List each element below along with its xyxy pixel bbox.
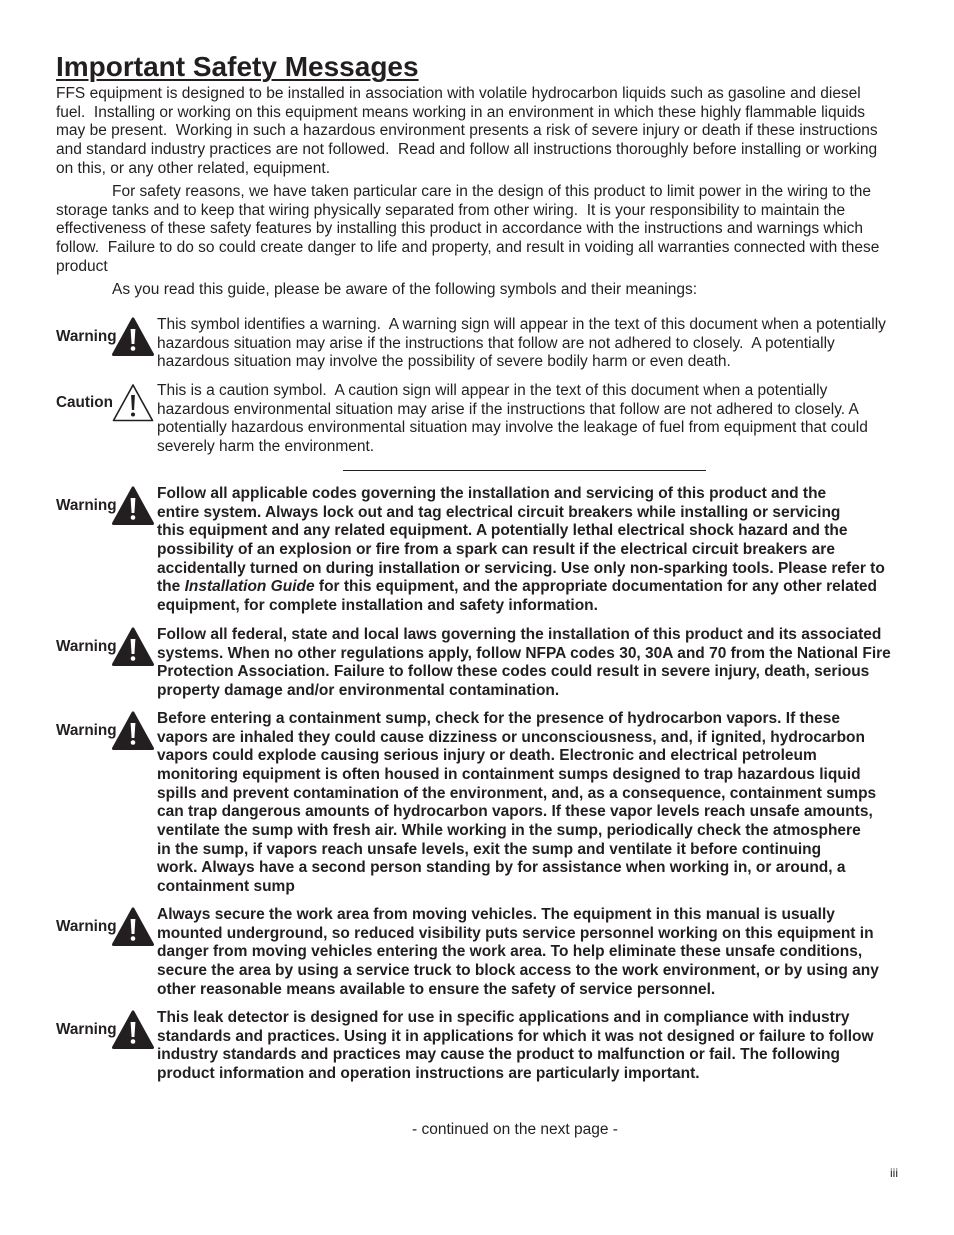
warning-text-line: containment sump	[157, 877, 295, 895]
warning-label: Warning	[56, 1021, 117, 1038]
warning-text-line: vapors could explode causing serious injury or death. Electronic and electrical petroleum	[157, 747, 817, 765]
warning-text-line: entire system. Always lock out and tag electrical circuit breakers while installing or servicing	[157, 503, 841, 521]
warning-text-line: Always secure the work area from moving vehicles. The equipment in this manual is usually	[157, 906, 835, 923]
safety-design-paragraph	[56, 183, 879, 276]
warning-definition-text	[157, 316, 886, 372]
symbols-intro-paragraph	[56, 281, 697, 300]
warning-block-intended-use	[56, 1009, 906, 1082]
warning-text-line: Follow all applicable codes governing the installation and servicing of this product and the	[157, 485, 827, 502]
caution-symbol-definition	[56, 382, 906, 455]
continued-notice: - continued on the next page -	[412, 1121, 618, 1138]
warning-block-laws	[56, 626, 906, 699]
paragraph-line: storage tanks and to keep that wiring physically separated from other wiring. It is your responsibility to maintain the	[56, 201, 846, 219]
warning-text-line: product information and operation instructions are particularly important.	[157, 1064, 700, 1082]
warning-text-line: secure the area by using a service truck to block access to the work environment, or by using any	[157, 961, 879, 979]
warning-label: Warning	[56, 328, 117, 345]
warning-text	[157, 626, 891, 701]
definition-line: hazardous situation may arise if the instructions that follow are not adhered to closely. A potentially	[157, 334, 835, 352]
warning-text-line: standards and practices. Using it in applications for which it was not designed or failure to follow	[157, 1027, 874, 1045]
warning-label: Warning	[56, 638, 117, 655]
warning-text-line: This leak detector is designed for use in specific applications and in compliance with industry	[157, 1009, 850, 1026]
text-segment: the	[157, 578, 185, 596]
page-number: iii	[890, 1166, 898, 1180]
warning-text-line: accidentally turned on during installation or servicing. Use only non-sparking tools. Please refer to	[157, 559, 885, 577]
warning-symbol-definition	[56, 316, 906, 371]
warning-text-line	[157, 578, 885, 597]
paragraph-line: For safety reasons, we have taken particular care in the design of this product to limit power in the wiring to the	[112, 183, 872, 200]
warning-text-line: industry standards and practices may cause the product to malfunction or fail. The following	[157, 1046, 840, 1064]
warning-icon	[112, 907, 154, 947]
definition-line: hazardous environmental situation may arise if the instructions that follow are not adhered to closely. A	[157, 400, 859, 418]
warning-text-line: Protection Association. Failure to follow these codes could result in severe injury, death, serious	[157, 663, 870, 681]
paragraph-line: may be present. Working in such a hazardous environment presents a risk of severe injury or death if these instructions	[56, 122, 878, 140]
warning-text-line: equipment, for complete installation and safety information.	[157, 596, 598, 614]
warning-text-line: spills and prevent contamination of the environment, and, as a consequence, containment sumps	[157, 784, 877, 802]
warning-block-vehicles	[56, 906, 906, 998]
paragraph-line: product	[56, 257, 108, 275]
warning-text-line: mounted underground, so reduced visibility puts service personnel working on this equipment in	[157, 924, 874, 942]
text-segment: for this equipment, and the appropriate documentation for any other related	[314, 578, 877, 596]
paragraph-line: effectiveness of these safety features by installing this product in accordance with the instructions and warnings which	[56, 220, 864, 238]
warning-label: Warning	[56, 918, 117, 935]
warning-icon	[112, 317, 154, 357]
caution-icon	[112, 383, 154, 423]
definition-line: This symbol identifies a warning. A warning sign will appear in the text of this document when a potentially	[157, 316, 886, 333]
warning-icon	[112, 486, 154, 526]
paragraph-line: on this, or any other related, equipment.	[56, 159, 330, 177]
paragraph-line: fuel. Installing or working on this equipment means working in an environment in which these highly flammable liquids	[56, 103, 866, 121]
paragraph-line: and standard industry practices are not followed. Read and follow all instructions thoroughly before installing or working	[56, 140, 878, 158]
warning-icon	[112, 711, 154, 751]
paragraph-line: FFS equipment is designed to be installed in association with volatile hydrocarbon liquids such as gasoline and diesel	[56, 85, 861, 102]
warning-text-line: possibility of an explosion or fire from a spark can result if the electrical circuit breakers are	[157, 540, 835, 558]
warning-text-line: vapors are inhaled they could cause dizziness or unconsciousness, and, if ignited, hydrocarbon	[157, 728, 865, 746]
warning-text-line: work. Always have a second person standing by for assistance when working in, or around, a	[157, 859, 846, 877]
definition-line: severely harm the environment.	[157, 437, 375, 455]
warning-text-line: systems. When no other regulations apply, follow NFPA codes 30, 30A and 70 from the National Fire	[157, 644, 891, 662]
warning-text-line: other reasonable means available to ensure the safety of service personnel.	[157, 980, 716, 998]
warning-icon	[112, 1010, 154, 1050]
paragraph-line: follow. Failure to do so could create danger to life and property, and result in voiding all warranties connected with these	[56, 238, 880, 256]
warning-block-codes	[56, 485, 906, 614]
warning-label: Warning	[56, 722, 117, 739]
warning-text-line: this equipment and any related equipment. A potentially lethal electrical shock hazard and the	[157, 522, 848, 540]
warning-text-line: property damage and/or environmental contamination.	[157, 681, 560, 699]
caution-definition-text	[157, 382, 868, 457]
warning-text-line: can trap dangerous amounts of hydrocarbon vapors. If these vapor levels reach unsafe amounts,	[157, 803, 873, 821]
warning-text	[157, 710, 876, 897]
warning-text	[157, 1009, 874, 1084]
definition-line: This is a caution symbol. A caution sign will appear in the text of this document when a potentially	[157, 382, 828, 399]
paragraph-line: As you read this guide, please be aware of the following symbols and their meanings:	[112, 281, 698, 298]
section-divider	[343, 470, 706, 471]
installation-guide-title: Installation Guide	[184, 578, 315, 596]
warning-text-line: Follow all federal, state and local laws governing the installation of this product and its associated	[157, 626, 882, 643]
warning-label: Warning	[56, 497, 117, 514]
warning-text	[157, 906, 879, 999]
warning-text-line: monitoring equipment is often housed in containment sumps designed to trap hazardous liquid	[157, 765, 861, 783]
warning-text-line: ventilate the sump with fresh air. While working in the sump, periodically check the atmosphere	[157, 821, 861, 839]
warning-text	[157, 485, 885, 616]
intro-paragraph	[56, 85, 878, 178]
page-title: Important Safety Messages	[56, 51, 419, 82]
warning-block-sump-vapors	[56, 710, 906, 895]
definition-line: hazardous situation may involve the possibility of severe bodily harm or even death.	[157, 353, 731, 371]
warning-text-line: in the sump, if vapors reach unsafe levels, exit the sump and ventilate it before continuing	[157, 840, 822, 858]
warning-text-line: Before entering a containment sump, check for the presence of hydrocarbon vapors. If these	[157, 710, 841, 727]
warning-text-line: danger from moving vehicles entering the work area. To help eliminate these unsafe conditions,	[157, 943, 863, 961]
definition-line: potentially hazardous environmental situation may involve the leakage of fuel from equipment that could	[157, 419, 868, 437]
warning-icon	[112, 627, 154, 667]
caution-label: Caution	[56, 394, 113, 411]
